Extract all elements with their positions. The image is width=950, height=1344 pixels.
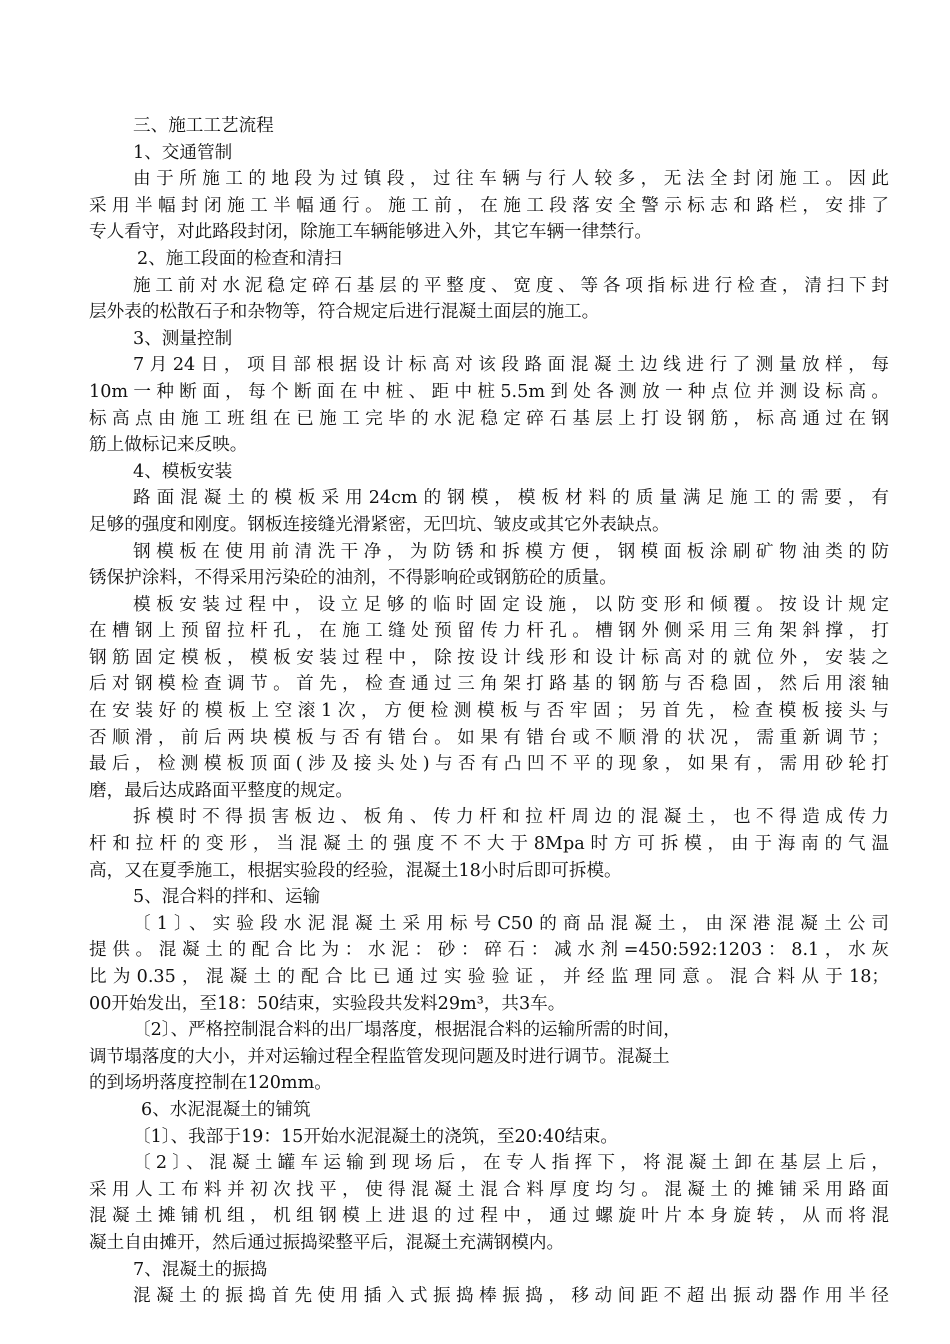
text-line: 筋上做标记来反映。: [89, 435, 248, 456]
text-line: 混凝土的振捣首先使用插入式振捣棒振捣，移动间距不超出振动器作用半径: [133, 1286, 889, 1307]
text-line: 5、混合料的拌和、运输: [133, 887, 321, 908]
text-line: 4、模板安装: [133, 461, 233, 482]
text-line: 7、混凝土的振捣: [133, 1259, 268, 1280]
text-line: 后对钢模检查调节。首先，检查通过三角架打路基的钢筋与否稳固，然后用滚轴: [89, 674, 889, 695]
text-line: 采用半幅封闭施工半幅通行。施工前，在施工段落安全警示标志和路栏，安排了: [89, 195, 889, 216]
text-line: 杆和拉杆的变形，当混凝土的强度不不大于8Mpa时方可拆模，由于海南的气温: [89, 834, 889, 855]
text-line: 否顺滑，前后两块模板与否有错台。如果有错台或不顺滑的状况，需重新调节；: [89, 727, 889, 748]
text-line: 钢模板在使用前清洗干净，为防锈和拆模方便，钢模面板涂刷矿物油类的防: [133, 541, 889, 562]
text-line: 凝土自由摊开，然后通过振捣梁整平后，混凝土充满钢模内。: [89, 1232, 565, 1253]
text-line: 磨，最后达成路面平整度的规定。: [89, 780, 353, 801]
text-line: 〔2〕、严格控制混合料的出厂塌落度，根据混合料的运输所需的时间，: [133, 1020, 681, 1041]
document-body: [89, 113, 889, 1310]
text-line: 混凝土摊铺机组，机组钢模上进退的过程中，通过螺旋叶片本身旋转，从而将混: [89, 1206, 889, 1227]
text-line: 2、施工段面的检查和清扫: [137, 248, 342, 269]
text-line: 锈保护涂料，不得采用污染砼的油剂，不得影响砼或钢筋砼的质量。: [89, 568, 617, 589]
text-line: 调节塌落度的大小，并对运输过程全程监管发现问题及时进行调节。混凝土: [89, 1046, 670, 1067]
text-line: 〔2〕、混凝土罐车运输到现场后，在专人指挥下，将混凝土卸在基层上后，: [133, 1153, 889, 1174]
text-line: 10m一种断面，每个断面在中桩、距中桩5.5m到处各测放一种点位并测设标高。: [89, 381, 889, 402]
text-line: 〔1〕、实验段水泥混凝土采用标号C50的商品混凝土，由深港混凝土公司: [133, 913, 889, 934]
text-line: 在安装好的模板上空滚1次，方便检测模板与否牢固；另首先，检查模板接头与: [89, 701, 889, 722]
text-line: 比为0.35，混凝土的配合比已通过实验验证，并经监理同意。混合料从于18；: [89, 967, 889, 987]
text-line: 路面混凝土的模板采用24cm的钢模，模板材料的质量满足施工的需要，有: [133, 488, 889, 509]
text-line: 的到场坍落度控制在120mm。: [89, 1073, 332, 1094]
text-line: 层外表的松散石子和杂物等，符合规定后进行混凝土面层的施工。: [89, 302, 600, 323]
text-line: 钢筋固定模板，模板安装过程中，除按设计线形和设计标高对的就位外，安装之: [89, 647, 889, 668]
text-line: 在槽钢上预留拉杆孔，在施工缝处预留传力杆孔。槽钢外侧采用三角架斜撑，打: [89, 621, 889, 642]
text-line: 三、施工工艺流程: [133, 116, 274, 136]
text-line: 7月24日，项目部根据设计标高对该段路面混凝土边线进行了测量放样，每: [133, 355, 889, 376]
text-line: 6、水泥混凝土的铺筑: [141, 1099, 311, 1120]
text-line: 最后，检测模板顶面(涉及接头处)与否有凸凹不平的现象，如果有，需用砂轮打: [89, 754, 889, 775]
text-line: 〔1〕、我部于19：15开始水泥混凝土的浇筑，至20:40结束。: [133, 1126, 618, 1147]
text-line: 00开始发出，至18：50结束，实验段共发料29m³，共3车。: [89, 993, 566, 1014]
text-line: 拆模时不得损害板边、板角、传力杆和拉杆周边的混凝土，也不得造成传力: [133, 807, 889, 828]
text-line: 采用人工布料并初次找平，使得混凝土混合料厚度均匀。混凝土的摊铺采用路面: [89, 1179, 889, 1200]
text-line: 模板安装过程中，设立足够的临时固定设施，以防变形和倾覆。按设计规定: [133, 594, 889, 615]
text-line: 专人看守，对此路段封闭，除施工车辆能够进入外，其它车辆一律禁行。: [89, 222, 653, 243]
text-line: 1、交通管制: [133, 142, 233, 163]
text-line: 施工前对水泥稳定碎石基层的平整度、宽度、等各项指标进行检查，清扫下封: [133, 275, 889, 296]
text-line: 足够的强度和刚度。钢板连接缝光滑紧密，无凹坑、皱皮或其它外表缺点。: [89, 514, 670, 535]
text-line: 3、测量控制: [133, 328, 233, 349]
text-line: 高，又在夏季施工，根据实验段的经验，混凝土18小时后即可拆模。: [89, 860, 622, 881]
text-line: 由于所施工的地段为过镇段，过往车辆与行人较多，无法全封闭施工。因此: [133, 169, 889, 190]
text-line: 标高点由施工班组在已施工完毕的水泥稳定碎石基层上打设钢筋，标高通过在钢: [89, 408, 889, 429]
text-line: 提供。混凝土的配合比为：水泥：砂：碎石：减水剂=450:592:1203：8.1，水灰: [89, 940, 889, 961]
